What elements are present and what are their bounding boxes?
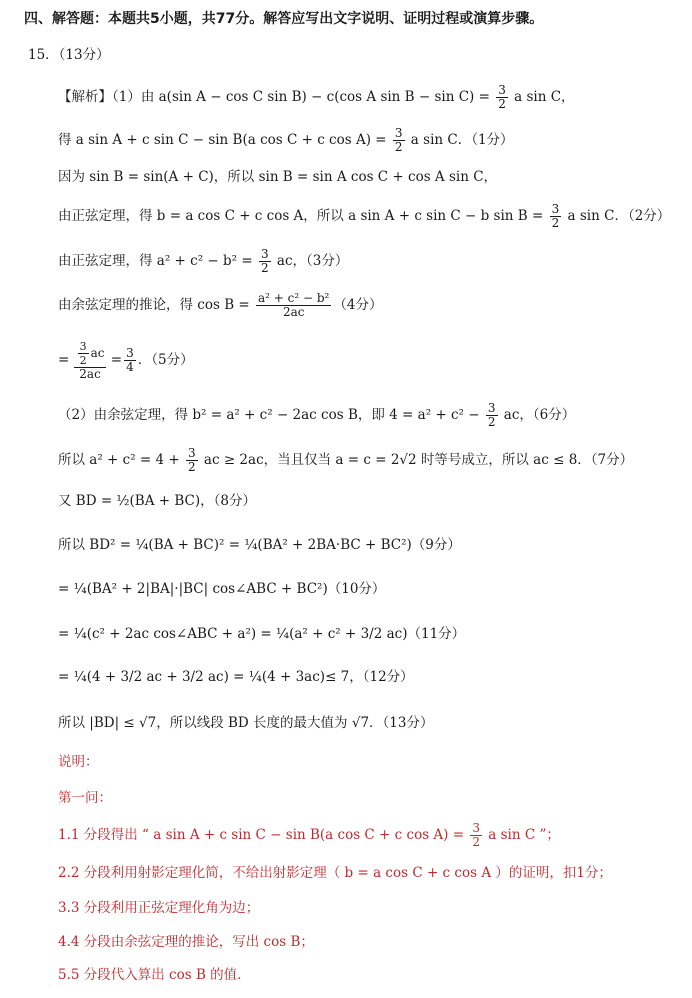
note-item-1: 1.1 分段得出 “ a sin A + c sin C − sin B(a cos C + c cos A) = $\frac{3}{2}$ a sin C ”； bbox=[58, 821, 560, 849]
solution-line-10: 又 BD = ½(BA + BC)，（8分） bbox=[58, 493, 256, 509]
solution-line-5: 由正弦定理，得 a² + c² − b² = $\frac{3}{2}$ ac，（3分） bbox=[58, 247, 349, 275]
solution-line-6: 由余弦定理的推论，得 cos B = $\frac{\text{a² + c² − b²}}{2ac}$ （4分） bbox=[58, 291, 383, 319]
solution-line-1: 【解析】（1）由 a(sin A − cos C sin B) − c(cos A sin B − sin C) = $\frac{3}{2}$ a sin C， bbox=[58, 83, 575, 111]
solution-line-15: 所以 |BD| ≤ √7，所以线段 BD 长度的最大值为 √7．（13分） bbox=[58, 715, 434, 731]
section-header: 四、解答题：本题共5小题，共77分。解答应写出文字说明、证明过程或演算步骤。 bbox=[24, 11, 544, 27]
notes-subtitle: 第一问： bbox=[58, 790, 112, 806]
solution-line-4: 由正弦定理，得 b = a cos C + c cos A，所以 a sin A + c sin C − b sin B = $\frac{3}{2}$ a sin C．（2分） bbox=[58, 202, 671, 230]
solution-line-8: （2）由余弦定理，得 b² = a² + c² − 2ac cos B，即 4 = a² + c² − $\frac{3}{2}$ ac，（6分） bbox=[58, 401, 576, 429]
solution-line-9: 所以 a² + c² = 4 + $\frac{3}{2}$ ac ≥ 2ac，当且仅当 a = c = 2√2 时等号成立，所以 ac ≤ 8．（7分） bbox=[58, 446, 634, 474]
note-item-3: 3.3 分段利用正弦定理化角为边； bbox=[58, 900, 260, 916]
solution-line-13: = ¼(c² + 2ac cos∠ABC + a²) = ¼(a² + c² + 3/2 ac)（11分） bbox=[58, 626, 466, 642]
solution-line-2: 得 a sin A + c sin C − sin B(a cos C + c cos A) = $\frac{3}{2}$ a sin C．（1分） bbox=[58, 126, 514, 154]
note-item-2: 2.2 分段利用射影定理化简，不给出射影定理（ b = a cos C + c cos A ）的证明，扣1分； bbox=[58, 865, 612, 881]
notes-title: 说明： bbox=[58, 754, 99, 770]
note-item-4: 4.4 分段由余弦定理的推论，写出 cos B； bbox=[58, 934, 314, 950]
solution-line-3: 因为 sin B = sin(A + C)，所以 sin B = sin A cos C + cos A sin C， bbox=[58, 169, 498, 185]
solution-line-14: = ¼(4 + 3/2 ac + 3/2 ac) = ¼(4 + 3ac)≤ 7，（12分） bbox=[58, 669, 414, 685]
solution-line-11: 所以 BD² = ¼(BA + BC)² = ¼(BA² + 2BA·BC + BC²)（9分） bbox=[58, 537, 461, 553]
question-number: 15．（13分） bbox=[28, 47, 110, 63]
solution-line-7: = $\frac{3}{2}$ ac 2ac = $\frac{3}{4}$ ．（5分） bbox=[58, 340, 194, 381]
solution-line-12: = ¼(BA² + 2|BA|·|BC| cos∠ABC + BC²)（10分） bbox=[58, 581, 386, 597]
note-item-5: 5.5 分段代入算出 cos B 的值. bbox=[58, 967, 242, 983]
